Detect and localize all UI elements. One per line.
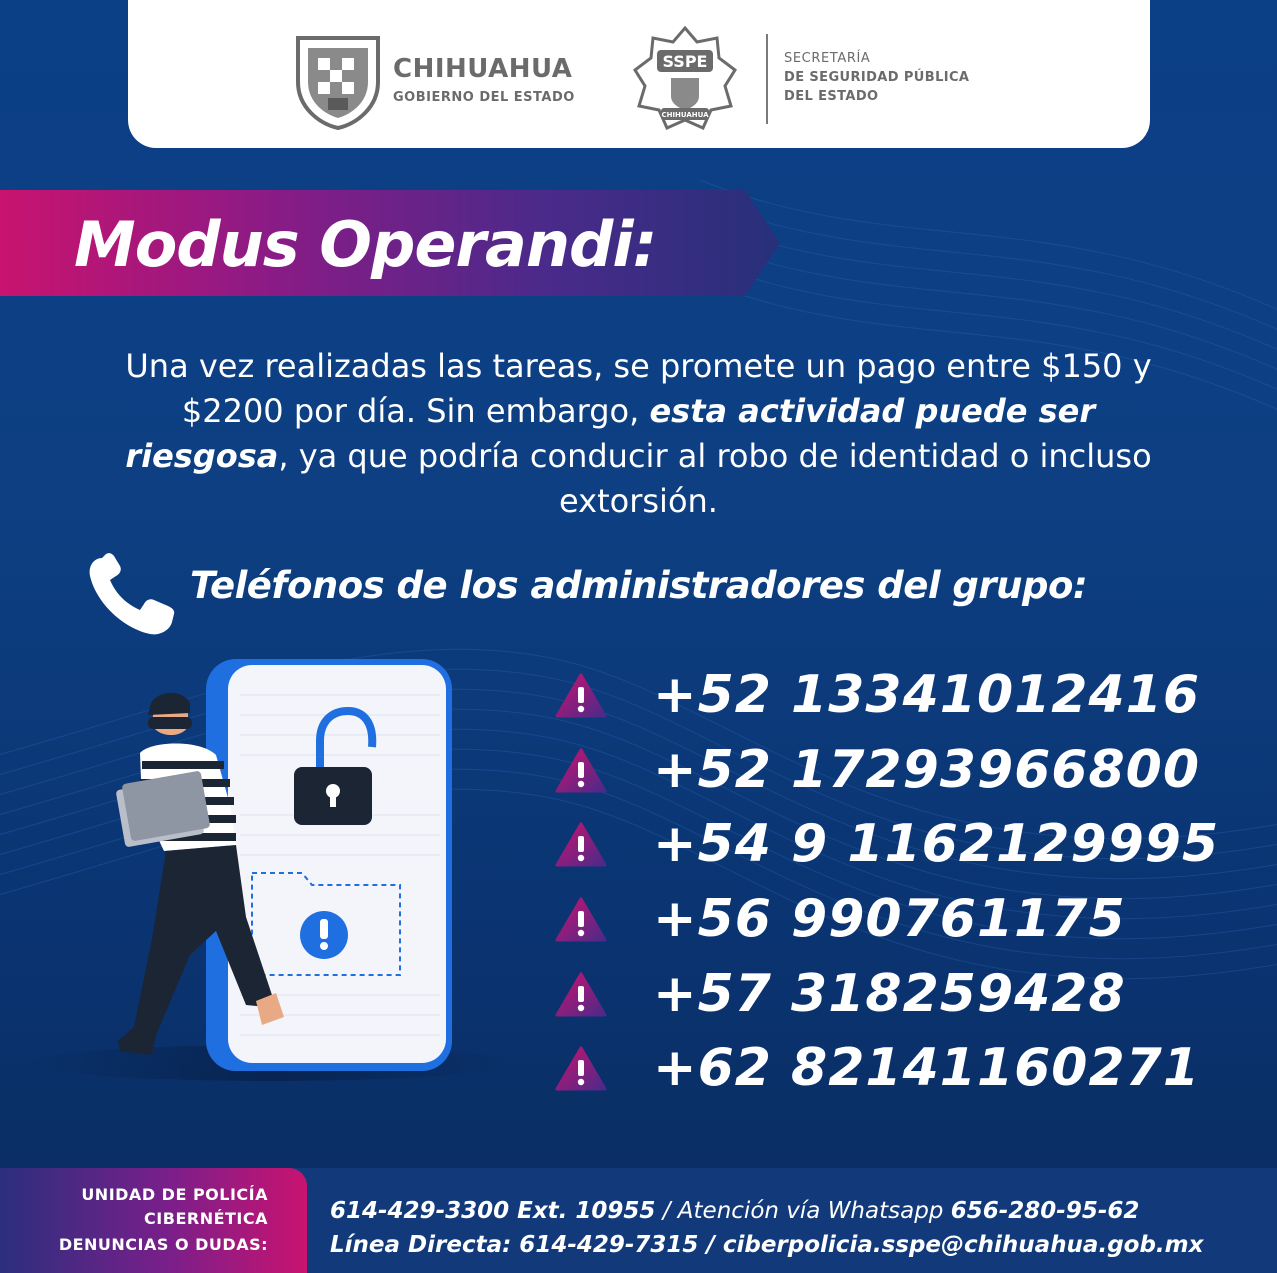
warning-icon (555, 672, 607, 718)
footer-unit-line3: DENUNCIAS O DUDAS: (58, 1235, 268, 1254)
body-part2: , ya que podría conducir al robo de identidad o incluso extorsión. (278, 437, 1152, 520)
list-item (555, 658, 1219, 733)
list-item (555, 733, 1219, 808)
footer-unit-line2: CIBERNÉTICA (144, 1209, 268, 1228)
state-crest-icon (292, 32, 384, 130)
footer-contact-line1 (330, 1198, 1139, 1224)
phone-icon (84, 552, 180, 638)
phone-number-list (555, 658, 1219, 1106)
footer-phone-main: 614-429-3300 Ext. 10955 (330, 1198, 656, 1224)
warning-icon (555, 896, 607, 942)
sspe-badge-icon (631, 24, 739, 132)
list-item (555, 956, 1219, 1031)
warning-icon (555, 747, 607, 793)
footer-unit-line1: UNIDAD DE POLICÍA (81, 1185, 268, 1204)
phone-number-6: +62 82141160271 (653, 1038, 1201, 1099)
badge-sub: CHIHUAHUA (661, 111, 709, 119)
banner-title: Modus Operandi: (74, 208, 657, 281)
phone-number-1: +52 13341012416 (653, 665, 1201, 726)
footer-whatsapp-label: / Atención vía Whatsapp (655, 1198, 951, 1224)
badge-text: SSPE (662, 52, 708, 71)
warning-icon (555, 971, 607, 1017)
warning-icon (555, 821, 607, 867)
list-item (555, 882, 1219, 957)
state-subtitle: GOBIERNO DEL ESTADO (393, 90, 575, 105)
secretaria-line1: SECRETARÍA (784, 51, 871, 66)
body-emphasis: esta actividad puede ser riesgosa (125, 392, 1096, 475)
footer-contact-line2 (330, 1232, 1203, 1258)
footer-whatsapp-number: 656-280-95-62 (950, 1198, 1140, 1224)
thief-phone-illustration (30, 655, 510, 1095)
header-divider (766, 34, 768, 124)
warning-icon (555, 1045, 607, 1091)
phone-number-2: +52 17293966800 (653, 739, 1201, 800)
phone-number-3: +54 9 1162129995 (653, 814, 1220, 875)
phones-title: Teléfonos de los administradores del grupo: (190, 564, 1088, 607)
phone-number-5: +57 318259428 (653, 963, 1126, 1024)
secretaria-line2: DE SEGURIDAD PÚBLICA (784, 70, 970, 85)
phone-number-4: +56 990761175 (653, 889, 1126, 950)
footer-direct-line: Línea Directa: 614-429-7315 / ciberpolicia.sspe@chihuahua.gob.mx (330, 1232, 1204, 1258)
state-title: CHIHUAHUA (393, 54, 573, 84)
list-item (555, 807, 1219, 882)
body-paragraph (100, 344, 1177, 524)
secretaria-line3: DEL ESTADO (784, 89, 879, 104)
body-part1: Una vez realizadas las tareas, se promete un pago entre $150 y $2200 por día. Sin embargo, (125, 347, 1152, 430)
list-item (555, 1031, 1219, 1106)
